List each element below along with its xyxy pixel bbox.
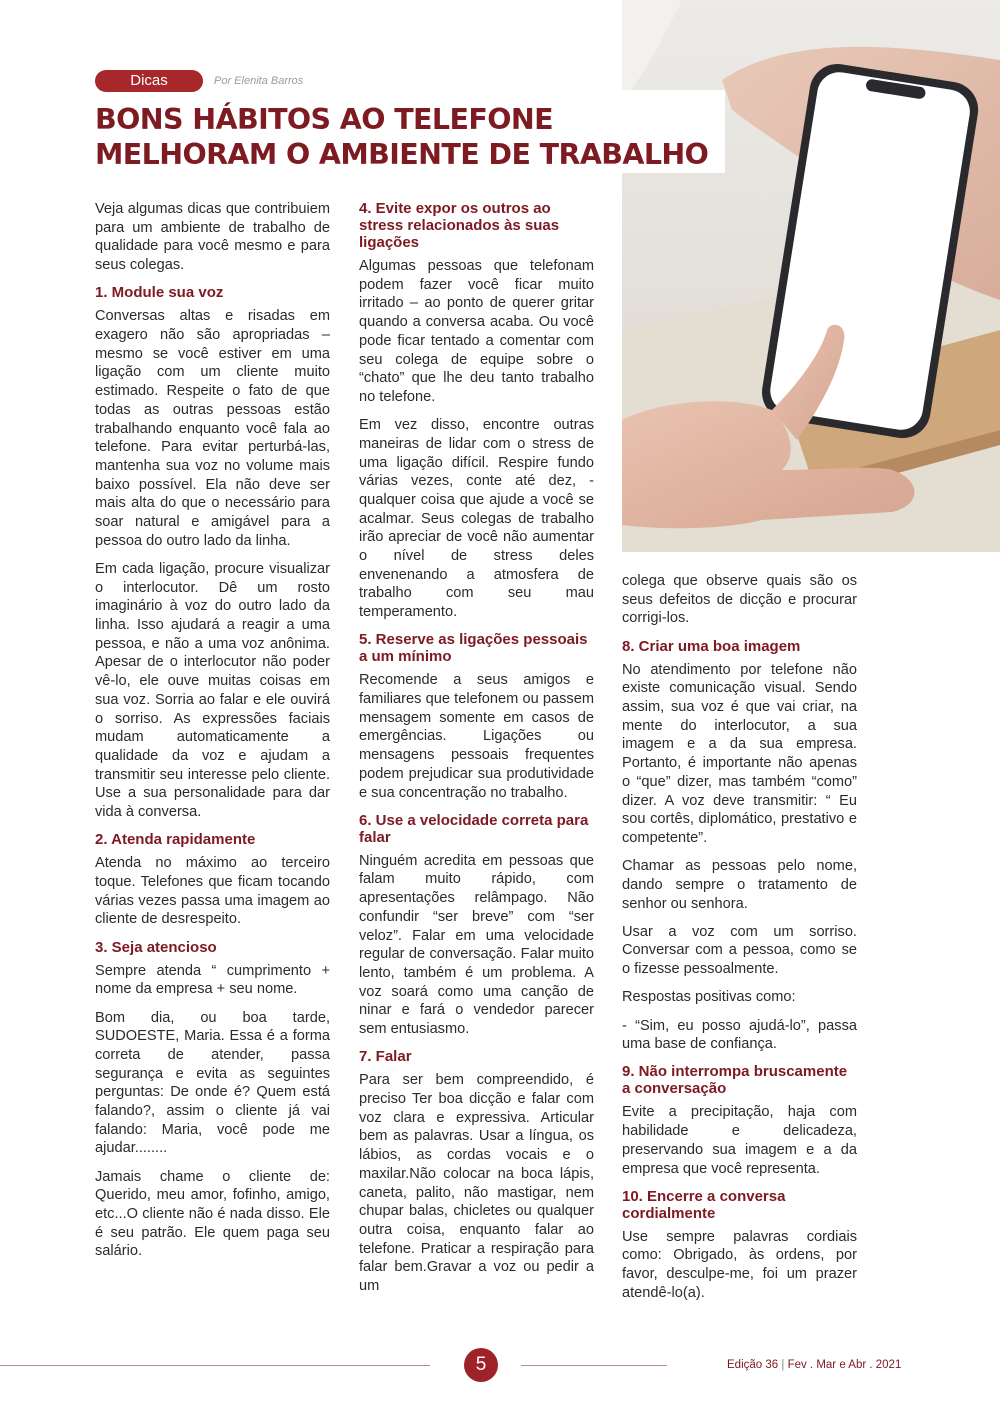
- section-heading-6: 6. Use a velocidade correta para falar: [359, 811, 589, 846]
- paragraph: Respostas positivas como:: [622, 989, 796, 1006]
- edition-separator: |: [781, 1359, 785, 1371]
- edition-info: [727, 1359, 901, 1371]
- paragraph: Bom dia, ou boa tarde, SUDOESTE, Maria. Essa é a forma correta de atender, passa segurança e evita as seguintes perguntas: De onde é? Quem está falando?, assim o cliente já vai falando: Maria, você pode me ajudar........: [95, 1009, 330, 1157]
- category-tag: Dicas: [95, 70, 203, 92]
- paragraph: Em cada ligação, procure visualizar o interlocutor. Dê um rosto imaginário à voz do outro lado da linha. Isso ajudará a reagir a uma pessoa, e não a uma voz anônima. Apesar de o interlocutor não poder vê-lo, ele ouve muitas coisas em sua voz. Sorria ao falar e ele ouvirá o sorriso. As expressões faciais mudam automaticamente a qualidade da voz e ajudam a transmitir seu interesse pelo cliente. Use a sua personalidade para dar vida à conversa.: [95, 560, 330, 821]
- intro-paragraph: Veja algumas dicas que contribuiem para um ambiente de trabalho de qualidade para você mesmo e para seus colegas.: [95, 201, 330, 274]
- paragraph: Algumas pessoas que telefonam podem fazer você ficar muito irritado – ao ponto de querer gritar quando a conversa acaba. Ou você pode ficar tentado a comentar com seu colega de equipe sobre o “chato” que lhe deu tanto trabalho no telefone.: [359, 258, 594, 405]
- section-heading-4: 4. Evite expor os outros ao stress relacionados às suas ligações: [359, 200, 560, 251]
- edition-number: Edição 36: [727, 1359, 779, 1371]
- section-heading-1: 1. Module sua voz: [95, 284, 224, 302]
- article-column-1: [95, 200, 330, 1271]
- paragraph: - “Sim, eu posso ajudá-lo”, passa uma base de confiança.: [622, 1017, 857, 1053]
- section-heading-5: 5. Reserve as ligações pessoais a um mínimo: [359, 631, 588, 666]
- paragraph: Chamar as pessoas pelo nome, dando sempre o tratamento de senhor ou senhora.: [622, 858, 857, 912]
- paragraph: Sempre atenda “ cumprimento + nome da empresa + seu nome.: [95, 962, 330, 998]
- title-line-1: BONS HÁBITOS AO TELEFONE: [95, 103, 553, 136]
- author-byline: Por Elenita Barros: [214, 75, 304, 87]
- section-heading-8: 8. Criar uma boa imagem: [622, 637, 801, 655]
- section-heading-2: 2. Atenda rapidamente: [95, 831, 256, 849]
- edition-period: Fev . Mar e Abr . 2021: [787, 1359, 902, 1371]
- section-heading-3: 3. Seja atencioso: [95, 938, 217, 956]
- paragraph: Jamais chame o cliente de: Querido, meu amor, fofinho, amigo, etc...O cliente não é nada disso. Ele é seu patrão. Ele quem paga seu salário.: [95, 1168, 330, 1260]
- footer-divider-left: [0, 1365, 430, 1366]
- paragraph: Em vez disso, encontre outras maneiras de lidar com o stress de uma ligação difícil. Respire fundo várias vezes, conte até dez, - qualquer coisa que ajude a você se acalmar. Seus colegas de trabalho irão apreciar de você não aumentar o nível de stress deles envenenando a atmosfera de trabalho com seu mau temperamento.: [359, 417, 594, 621]
- footer-divider-right: [521, 1365, 667, 1366]
- paragraph: Recomende a seus amigos e familiares que telefonem ou passem mensagem somente em casos de emergências. Ligações ou mensagens pessoais frequentes podem prejudicar sua produtividade e sua concentração no trabalho.: [359, 672, 594, 801]
- paragraph: Atenda no máximo ao terceiro toque. Telefones que ficam tocando várias vezes passa uma imagem ao cliente de desrespeito.: [95, 855, 330, 928]
- section-heading-7: 7. Falar: [359, 1048, 412, 1066]
- paragraph: Evite a precipitação, haja com habilidade e delicadeza, preservando sua imagem e a da empresa que você representa.: [622, 1104, 857, 1177]
- paragraph: Use sempre palavras cordiais como: Obrigado, às ordens, por favor, desculpe-me, foi um prazer atendê-lo(a).: [622, 1228, 857, 1301]
- title-line-2: MELHORAM O AMBIENTE DE TRABALHO: [95, 138, 709, 171]
- paragraph: colega que observe quais são os seus defeitos de dicção e procurar corrigi-los.: [622, 573, 857, 627]
- paragraph: No atendimento por telefone não existe comunicação visual. Sendo assim, sua voz é que vai criar, na mente do interlocutor, a sua imagem e a da sua empresa. Portanto, é importante não apenas o “que” dizer, mas também “como” dizer. A voz deve transmitir: “ Eu sou cortês, diplomático, prestativo e competente”.: [622, 661, 857, 846]
- phone-hand-illustration: [622, 0, 1000, 552]
- paragraph: Usar a voz com um sorriso. Conversar com a pessoa, como se o fizesse pessoalmente.: [622, 923, 857, 978]
- section-heading-9: 9. Não interrompa bruscamente a conversação: [622, 1063, 848, 1098]
- paragraph: Conversas altas e risadas em exagero não são apropriadas – mesmo se você estiver em uma ligação com um cliente muito estimado. Respeite o fato de que todas as outras pessoas estão trabalhando enquanto você fala ao telefone. Para evitar perturbá-las, mantenha sua voz no volume mais baixo possível. Ela não deve ser mais alta do que o necessário para soar natural e amigável para a pessoa do outro lado da linha.: [95, 308, 330, 549]
- article-column-3: [622, 572, 857, 1312]
- paragraph: Para ser bem compreendido, é preciso Ter boa dicção e falar com voz clara e expressiva. Articular bem as palavras. Usar a língua, os lábios, as cordas vocais e o maxilar.Não colocar na boca lápis, caneta, palito, não mastigar, nem chupar balas, chicletes ou qualquer outra coisa, enquanto falar ao telefone. Praticar a respiração para falar bem.Gravar a voz ou pedir a um: [359, 1072, 594, 1295]
- article-title: [95, 102, 725, 172]
- hero-photo-phone-in-hand: [622, 0, 1000, 552]
- section-heading-10: 10. Encerre a conversa cordialmente: [622, 1187, 786, 1222]
- page-number: 5: [464, 1348, 498, 1382]
- paragraph: Ninguém acredita em pessoas que falam muito rápido, com apresentações relâmpago. Não confundir “ser breve” com “ser veloz”. Falar em uma velocidade regular de conversação. Falar muito lento, também é um problema. A voz soará como uma canção de ninar e fará o vendedor parecer sem entusiasmo.: [359, 852, 594, 1038]
- article-column-2: [359, 200, 594, 1305]
